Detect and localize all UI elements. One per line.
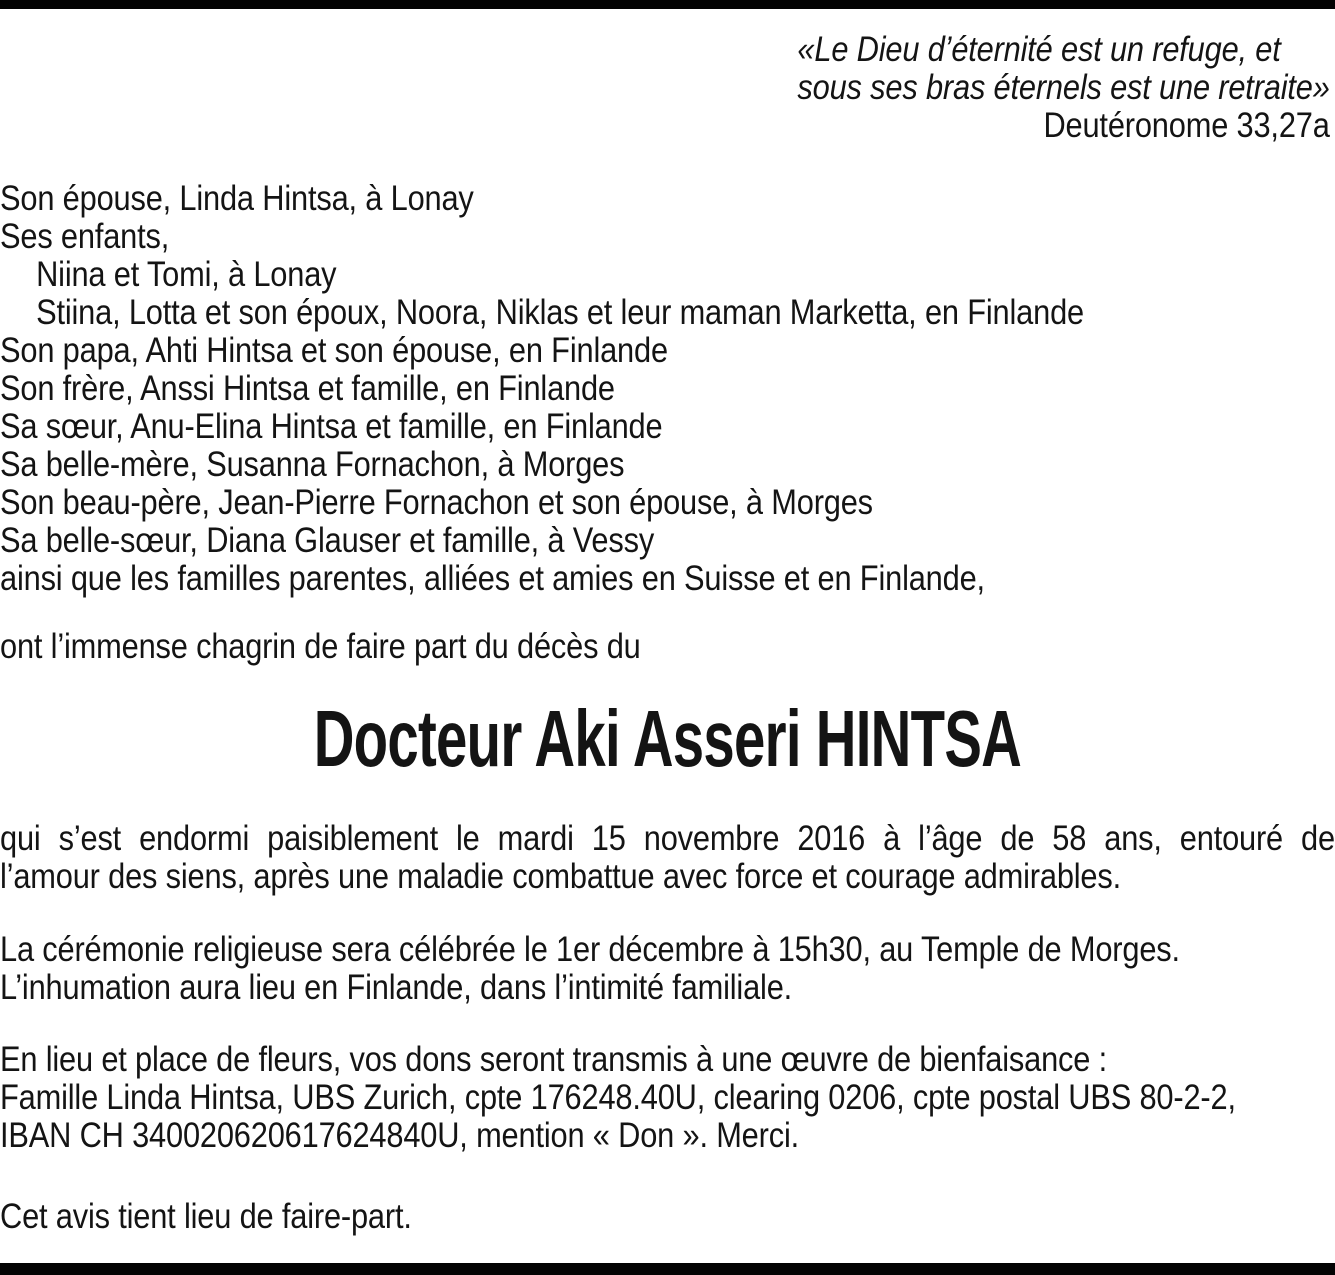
bible-quote	[797, 31, 1329, 145]
death-paragraph-line-1: qui s’est endormi paisiblement le mardi 15 novembre 2016 à l’âge de 58 ans, entouré de	[0, 819, 1335, 858]
quote-line-2: sous ses bras éternels est une retraite»	[797, 68, 1330, 107]
family-line-sister: Sa sœur, Anu-Elina Hintsa et famille, en Finlande	[0, 407, 663, 446]
deceased-name-text: Docteur Aki Asseri HINTSA	[313, 694, 1022, 783]
family-line-children-label: Ses enfants,	[0, 217, 170, 256]
family-line-spouse: Son épouse, Linda Hintsa, à Lonay	[0, 179, 474, 218]
deceased-name-title	[0, 695, 1335, 783]
donation-paragraph	[0, 1041, 1335, 1155]
donation-paragraph-line-1: En lieu et place de fleurs, vos dons seront transmis à une œuvre de bienfaisance :	[0, 1040, 1107, 1079]
family-line-father-in-law: Son beau-père, Jean-Pierre Fornachon et son épouse, à Morges	[0, 483, 873, 522]
quote-attribution: Deutéronome 33,27a	[1043, 106, 1330, 145]
family-line-father: Son papa, Ahti Hintsa et son épouse, en Finlande	[0, 331, 668, 370]
family-list	[0, 180, 1335, 598]
ceremony-paragraph-line-2: L’inhumation aura lieu en Finlande, dans l’intimité familiale.	[0, 968, 793, 1007]
ceremony-paragraph-line-1: La cérémonie religieuse sera célébrée le 1er décembre à 15h30, au Temple de Morges.	[0, 930, 1180, 969]
family-line-mother-in-law: Sa belle-mère, Susanna Fornachon, à Morges	[0, 445, 625, 484]
family-line-children-1: Niina et Tomi, à Lonay	[36, 255, 337, 294]
family-line-other-families: ainsi que les familles parentes, alliées et amies en Suisse et en Finlande,	[0, 559, 985, 598]
bottom-border-rule	[0, 1263, 1335, 1275]
donation-paragraph-line-3: IBAN CH 340020620617624840U, mention « Don ». Merci.	[0, 1116, 799, 1155]
family-line-brother: Son frère, Anssi Hintsa et famille, en Finlande	[0, 369, 615, 408]
closing-line: Cet avis tient lieu de faire-part.	[0, 1197, 412, 1236]
death-paragraph	[0, 820, 1335, 896]
family-line-children-2: Stiina, Lotta et son époux, Noora, Niklas et leur maman Marketta, en Finlande	[36, 293, 1084, 332]
family-line-sister-in-law: Sa belle-sœur, Diana Glauser et famille, à Vessy	[0, 521, 655, 560]
announcement-line: ont l’immense chagrin de faire part du décès du	[0, 627, 641, 666]
donation-paragraph-line-2: Famille Linda Hintsa, UBS Zurich, cpte 176248.40U, clearing 0206, cpte postal UBS 80-2-2,	[0, 1078, 1236, 1117]
quote-line-1: «Le Dieu d’éternité est un refuge, et	[797, 30, 1281, 69]
death-paragraph-line-2: l’amour des siens, après une maladie combattue avec force et courage admirables.	[0, 857, 1121, 896]
ceremony-paragraph	[0, 931, 1335, 1007]
